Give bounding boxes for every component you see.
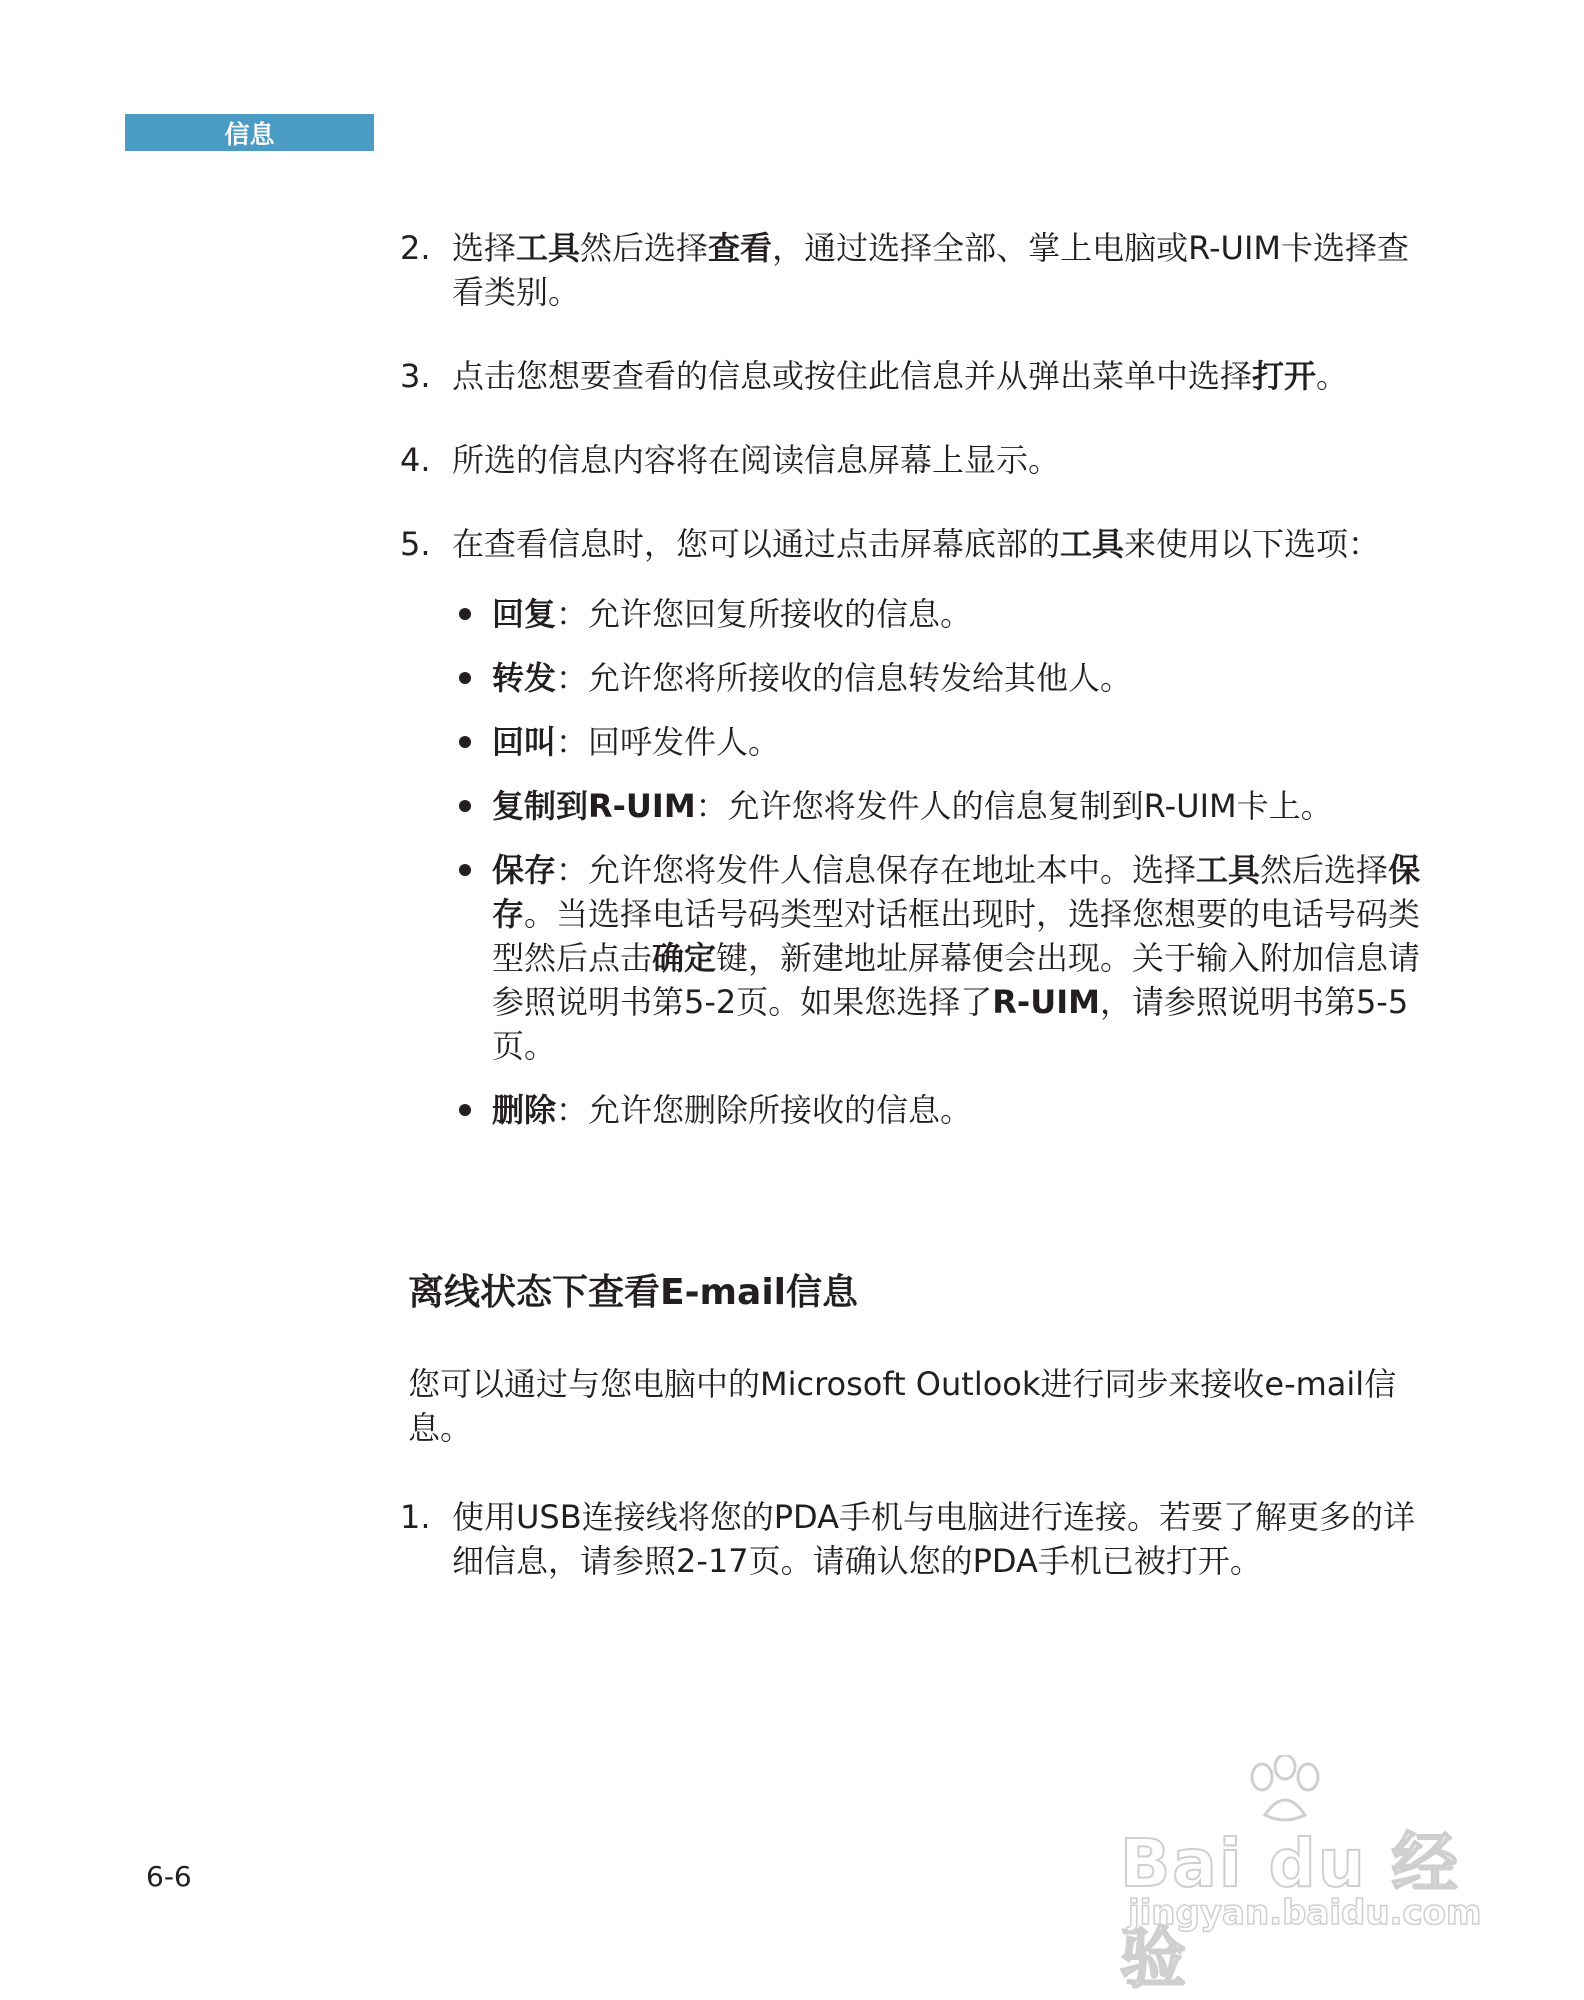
text-run: ：回呼发件人。 xyxy=(556,723,781,761)
step-item xyxy=(400,354,1430,398)
step-item xyxy=(400,226,1430,314)
step-number: 2. xyxy=(400,229,431,267)
step-number: 4. xyxy=(400,441,431,479)
text-run: ，通过选择全部、掌上电脑或R-UIM卡选择查看类别。 xyxy=(452,229,1410,311)
watermark-url: jingyan.baidu.com xyxy=(1128,1893,1482,1933)
option-item xyxy=(492,720,1430,764)
text-run: 。当选择电话号码类型对话框出现时，选择您想要的电话号码类型然后点击 xyxy=(492,895,1421,977)
text-run: ：允许您回复所接收的信息。 xyxy=(556,595,973,633)
text-run: 键，新建地址屏幕便会出现。关于输入附加信息请参照说明书第5-2页。如果您选择了 xyxy=(492,939,1421,1021)
option-item xyxy=(492,1088,1430,1132)
page-number: 6-6 xyxy=(146,1860,192,1893)
step-number: 5. xyxy=(400,525,431,563)
option-item xyxy=(492,848,1430,1068)
instructions xyxy=(400,226,1430,1152)
text-run: 然后选择 xyxy=(1260,851,1389,889)
bold-term: 工具 xyxy=(1060,525,1125,563)
section-title: 离线状态下查看E-mail信息 xyxy=(408,1272,859,1313)
bullet-icon xyxy=(459,736,471,748)
option-item xyxy=(492,784,1430,828)
text-run: ：允许您删除所接收的信息。 xyxy=(556,1091,973,1129)
step-number: 3. xyxy=(400,357,431,395)
bullet-icon xyxy=(459,864,471,876)
bullet-icon xyxy=(459,672,471,684)
bold-term: 工具 xyxy=(1196,851,1261,889)
section-tab-label: 信息 xyxy=(224,119,275,149)
options-list xyxy=(400,592,1430,1132)
step-item xyxy=(400,438,1430,482)
text-run: 点击您想要查看的信息或按住此信息并从弹出菜单中选择 xyxy=(452,357,1253,395)
option-item xyxy=(492,592,1430,636)
bold-term: 删除 xyxy=(492,1091,557,1129)
bold-term: 保存 xyxy=(492,851,1421,933)
text-run: ：允许您将所接收的信息转发给其他人。 xyxy=(556,659,1133,697)
bold-term: 打开 xyxy=(1252,357,1317,395)
text-run: 来使用以下选项： xyxy=(1124,525,1381,563)
bold-term: 查看 xyxy=(708,229,773,267)
step-1 xyxy=(400,1495,1430,1583)
step-number: 1. xyxy=(400,1498,431,1536)
text-run: 。 xyxy=(1316,357,1349,395)
bold-term: 确定 xyxy=(652,939,717,977)
bullet-icon xyxy=(459,800,471,812)
bold-term: R-UIM xyxy=(992,983,1100,1021)
step-text: 使用USB连接线将您的PDA手机与电脑进行连接。若要了解更多的详细信息，请参照2-17页。请确认您的PDA手机已被打开。 xyxy=(452,1498,1415,1580)
bold-term: 复制到R-UIM xyxy=(492,787,696,825)
text-run: 在查看信息时，您可以通过点击屏幕底部的 xyxy=(452,525,1061,563)
bold-term: 转发 xyxy=(492,659,557,697)
bold-term: 工具 xyxy=(516,229,581,267)
bold-term: 回复 xyxy=(492,595,557,633)
bold-term: 回叫 xyxy=(492,723,557,761)
text-run: 然后选择 xyxy=(580,229,709,267)
text-run: 所选的信息内容将在阅读信息屏幕上显示。 xyxy=(452,441,1061,479)
section-intro: 您可以通过与您电脑中的Microsoft Outlook进行同步来接收e-mail信息。 xyxy=(408,1365,1397,1447)
step-item xyxy=(400,522,1430,566)
bold-term: 保存 xyxy=(492,851,557,889)
section-tab xyxy=(125,114,374,151)
watermark-brand: Bai du 经验 xyxy=(1120,1825,1460,1997)
text-run: ：允许您将发件人的信息复制到R-UIM卡上。 xyxy=(695,787,1333,825)
text-run: 选择 xyxy=(452,229,517,267)
text-run: ：允许您将发件人信息保存在地址本中。选择 xyxy=(556,851,1197,889)
text-run: ，请参照说明书第5-5页。 xyxy=(492,983,1409,1065)
bullet-icon xyxy=(459,608,471,620)
baidu-watermark xyxy=(1120,1755,1500,1997)
option-item xyxy=(492,656,1430,700)
bullet-icon xyxy=(459,1104,471,1116)
